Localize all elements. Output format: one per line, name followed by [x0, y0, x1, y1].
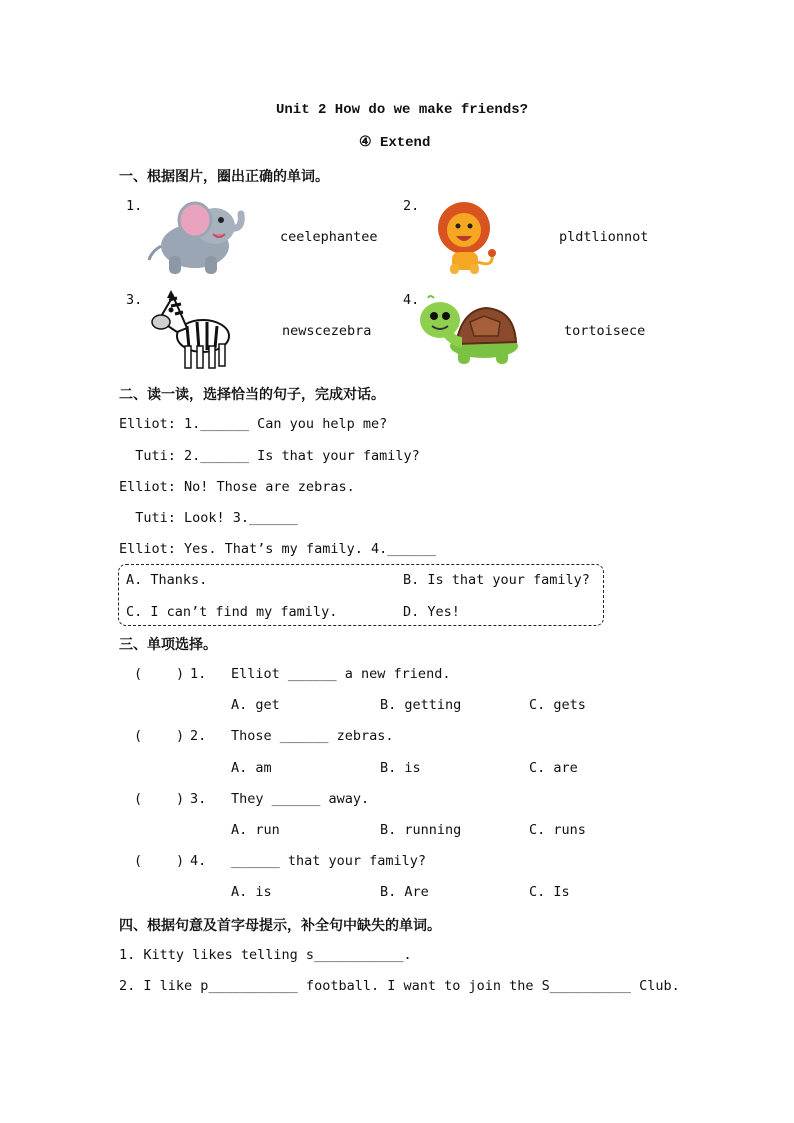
option-c: C. I can’t find my family. — [126, 604, 338, 620]
choice-c: C. are — [529, 760, 578, 776]
fill-line: 2. I like p___________ football. I want to join the S__________ Club. — [119, 978, 680, 994]
elephant-icon — [143, 194, 247, 278]
answer-paren-close: ) — [176, 853, 185, 869]
section3-heading: 三、单项选择。 — [119, 637, 217, 653]
answer-paren-close: ) — [176, 666, 185, 682]
dialogue-line: Tuti: Look! 3.______ — [119, 510, 298, 526]
section2-heading: 二、读一读，选择恰当的句子，完成对话。 — [119, 387, 385, 403]
item-number: 3. — [126, 292, 143, 308]
dialogue-line: Elliot: No! Those are zebras. — [119, 479, 355, 495]
answer-paren-open: ( — [134, 728, 143, 744]
question-stem: Those ______ zebras. — [231, 728, 394, 744]
choice-a: A. run — [231, 822, 280, 838]
item-number: 1. — [126, 198, 143, 214]
lion-icon — [432, 198, 504, 278]
choice-c: C. Is — [529, 884, 570, 900]
section1-heading: 一、根据图片，圈出正确的单词。 — [119, 169, 329, 185]
scrambled-word: pldtlionnot — [559, 229, 649, 245]
choice-b: B. running — [380, 822, 462, 838]
scrambled-word: newscezebra — [282, 323, 372, 339]
answer-paren-open: ( — [134, 853, 143, 869]
scrambled-word: tortoisece — [564, 323, 646, 339]
dialogue-line: Tuti: 2.______ Is that your family? — [119, 448, 420, 464]
question-stem: ______ that your family? — [231, 853, 427, 869]
choice-b: B. Are — [380, 884, 429, 900]
section4-heading: 四、根据句意及首字母提示，补全句中缺失的单词。 — [119, 918, 441, 934]
question-stem: Elliot ______ a new friend. — [231, 666, 451, 682]
question-number: 1. — [190, 666, 207, 682]
choice-c: C. gets — [529, 697, 586, 713]
option-d: D. Yes! — [403, 604, 460, 620]
zebra-icon — [147, 286, 237, 374]
option-a: A. Thanks. — [126, 572, 208, 588]
answer-paren-close: ) — [176, 791, 185, 807]
question-number: 3. — [190, 791, 207, 807]
dialogue-line: Elliot: 1.______ Can you help me? — [119, 416, 388, 432]
choice-a: A. is — [231, 884, 272, 900]
option-b: B. Is that your family? — [403, 572, 590, 588]
item-number: 2. — [403, 198, 420, 214]
question-number: 2. — [190, 728, 207, 744]
choice-c: C. runs — [529, 822, 586, 838]
tortoise-icon — [418, 292, 524, 372]
page-title: Unit 2 How do we make friends? — [276, 102, 529, 118]
choice-b: B. is — [380, 760, 421, 776]
choice-a: A. am — [231, 760, 272, 776]
choice-a: A. get — [231, 697, 280, 713]
question-stem: They ______ away. — [231, 791, 370, 807]
item-number: 4. — [403, 292, 420, 308]
answer-paren-open: ( — [134, 791, 143, 807]
dialogue-line: Elliot: Yes. That’s my family. 4.______ — [119, 541, 436, 557]
answer-paren-close: ) — [176, 728, 185, 744]
scrambled-word: ceelephantee — [280, 229, 378, 245]
fill-line: 1. Kitty likes telling s___________. — [119, 947, 412, 963]
choice-b: B. getting — [380, 697, 462, 713]
answer-paren-open: ( — [134, 666, 143, 682]
page-subtitle: ④ Extend — [359, 135, 431, 151]
question-number: 4. — [190, 853, 207, 869]
